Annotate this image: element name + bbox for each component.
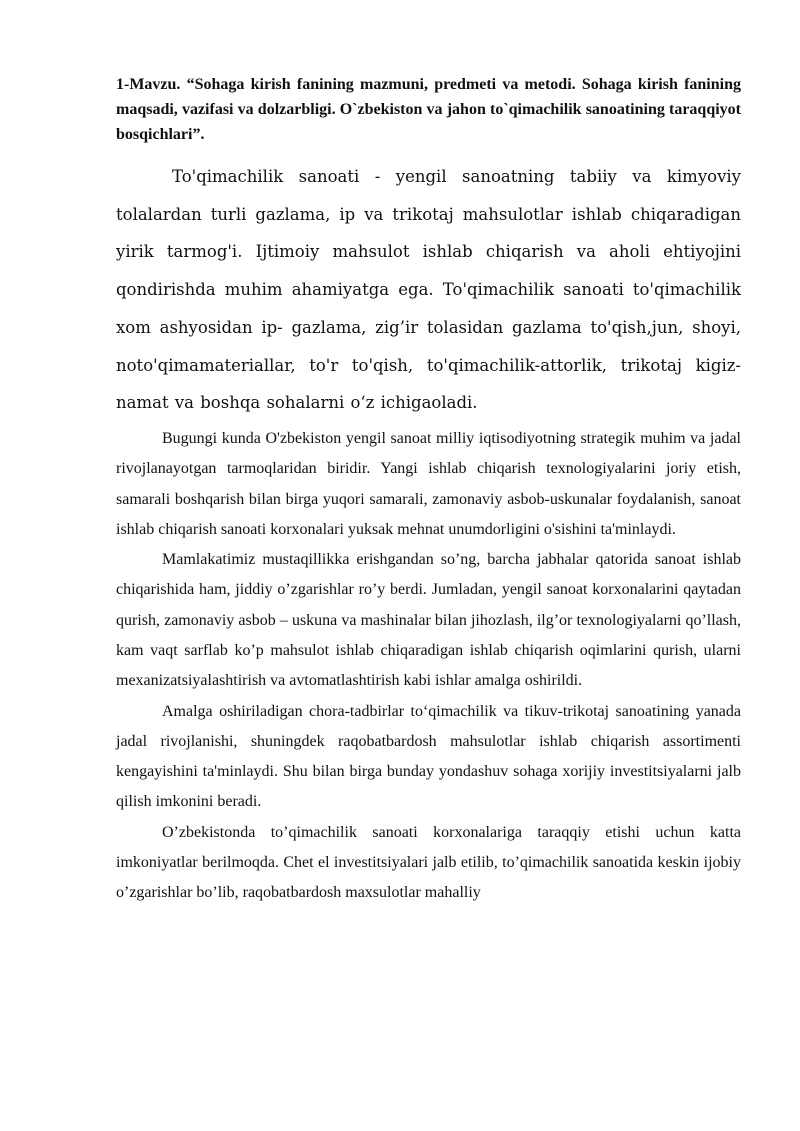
- lead-paragraph: To'qimachilik sanoati - yengil sanoatning tabiiy va kimyoviy tolalardan turli gazlama, ip va trikotaj mahsulotlar ishlab chiqaradigan yirik tarmog'i. Ijtimoiy mahsulot ishlab chiqarish va aholi ehtiyojini qondirishda muhim ahamiyatga ega. To'qimachilik sanoati to'qimachilik xom ashyosidan ip- gazlama, zig’ir tolasidan gazlama to'qish,jun, shoyi, noto'qimamateriallar, to'r to'qish, to'qimachilik-attorlik, trikotaj kigiz-namat va boshqa sohalarni o‘z ichigaoladi.: [116, 167, 741, 413]
- body-paragraph: O’zbekistonda to’qimachilik sanoati korxonalariga taraqqiy etishi uchun katta imkoniyatlar berilmoqda. Chet el investitsiyalari jalb etilib, to’qimachilik sanoatida keskin ijobiy o’zgarishlar bo’lib, raqobatbardosh maxsulotlar mahalliy: [116, 823, 741, 902]
- body-paragraph: Amalga oshiriladigan chora-tadbirlar to‘qimachilik va tikuv-trikotaj sanoatining yanada jadal rivojlanishi, shuningdek raqobatbardosh mahsulotlar ishlab chiqarish assortimenti kengayishini ta'minlaydi. Shu bilan birga bunday yondashuv sohaga xorijiy investitsiyalarni jalb qilish imkonini beradi.: [116, 702, 741, 811]
- document-page: [116, 72, 741, 909]
- body-paragraph: Bugungi kunda O'zbekiston yengil sanoat milliy iqtisodiyotning strategik muhim va jadal rivojlanayotgan tarmoqlaridan biridir. Yangi ishlab chiqarish texnologiyalarini joriy etish, samarali boshqarish bilan birga yuqori samarali, zamonaviy asbob-uskunalar foydalanish, sanoat ishlab chiqarish sanoati korxonalari yuksak mehnat unumdorligini o'sishini ta'minlaydi.: [116, 429, 741, 538]
- body-paragraph: Mamlakatimiz mustaqillikka erishgandan so’ng, barcha jabhalar qatorida sanoat ishlab chiqarishida ham, jiddiy o’zgarishlar ro’y berdi. Jumladan, yengil sanoat korxonalarini qaytadan qurish, zamonaviy asbob – uskuna va mashinalar bilan jihozlash, ilg’or texnologiyalarni qo’llash, kam vaqt sarflab ko’p mahsulot ishlab chiqaradigan ishlab chiqarish oqimlarini qurish, ularni mexanizatsiyalashtirish va avtomatlashtirish kabi ishlar amalga oshirildi.: [116, 551, 741, 690]
- topic-heading: 1-Mavzu. “Sohaga kirish fanining mazmuni, predmeti va metodi. Sohaga kirish fanining maqsadi, vazifasi va dolzarbligi. O`zbekiston va jahon to`qimachilik sanoatining taraqqiyot bosqichlari”.: [116, 76, 741, 143]
